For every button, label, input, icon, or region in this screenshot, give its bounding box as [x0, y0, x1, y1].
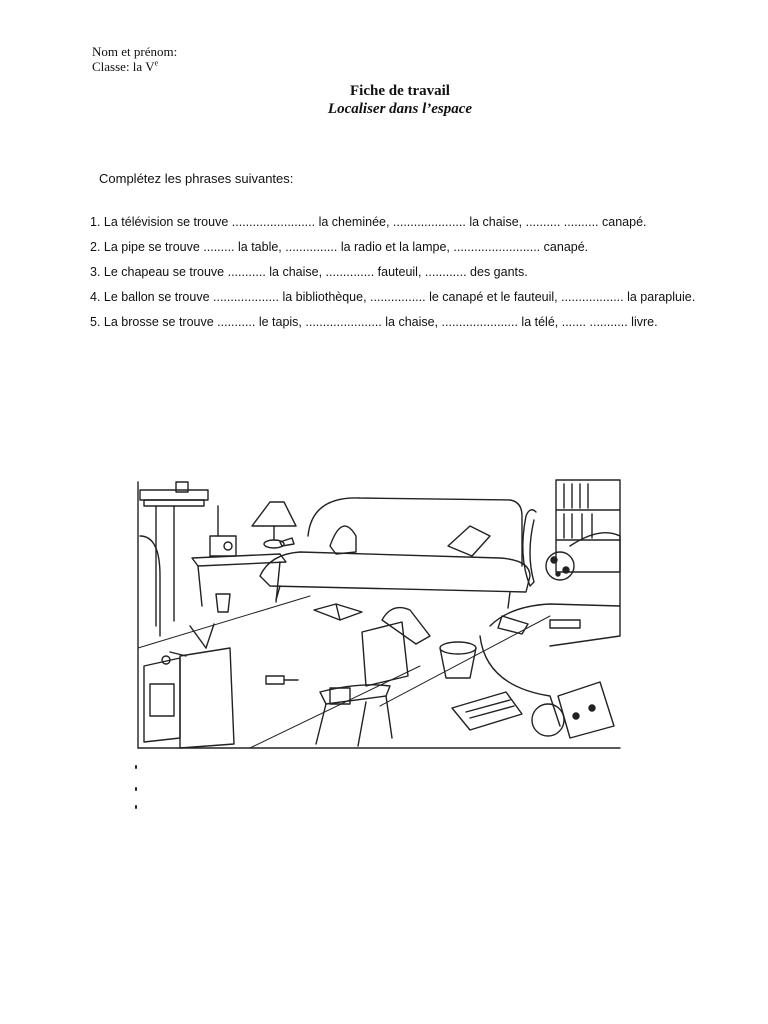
book: [314, 604, 362, 620]
student-header: [92, 44, 177, 74]
hat: [382, 608, 430, 644]
bookshelf: [556, 480, 620, 572]
lamp: [252, 502, 296, 548]
exercise-item: 3. Le chapeau se trouve ........... la chaise, .............. fauteuil, ............ des gants.: [90, 265, 528, 279]
class-field-label: Classe: la Ve: [92, 58, 159, 74]
fireplace: [140, 482, 208, 636]
worksheet-subtitle: Localiser dans l’espace: [327, 101, 473, 117]
living-room-illustration: [130, 476, 622, 816]
cushion: [448, 526, 490, 556]
exercise-list: [90, 210, 710, 335]
newspaper: [452, 692, 522, 730]
pipe: [280, 538, 294, 546]
glass: [216, 594, 230, 612]
worksheet-title-block: [0, 82, 768, 118]
exercise-item: 1. La télévision se trouve ........................ la cheminée, ..................... la chaise, .......... .......... canapé.: [90, 215, 647, 229]
brush: [266, 676, 298, 684]
exercise-item: 4. Le ballon se trouve ................... la bibliothèque, ................ le canapé et le fauteuil, .................. la parapluie.: [90, 290, 696, 304]
instruction-text: Complétez les phrases suivantes:: [99, 171, 294, 186]
worksheet-title: Fiche de travail: [350, 83, 450, 99]
chair: [316, 608, 430, 746]
side-table: [192, 506, 286, 606]
waste-basket: [440, 642, 476, 678]
exercise-item: 5. La brosse se trouve ........... le tapis, ...................... la chaise, ...................... la télé, ....... ........... livre.: [90, 315, 658, 329]
picture-frame: [136, 482, 620, 808]
handbag: [330, 526, 356, 554]
armchair: [480, 533, 620, 726]
name-field-label: Nom et prénom:: [92, 44, 178, 59]
sofa: [260, 498, 530, 608]
exercise-item: 2. La pipe se trouve ......... la table, ............... la radio et la lampe, ......................... canapé.: [90, 240, 589, 254]
music-sheet: [532, 682, 614, 738]
gloves: [498, 616, 528, 634]
ball: [546, 552, 574, 580]
